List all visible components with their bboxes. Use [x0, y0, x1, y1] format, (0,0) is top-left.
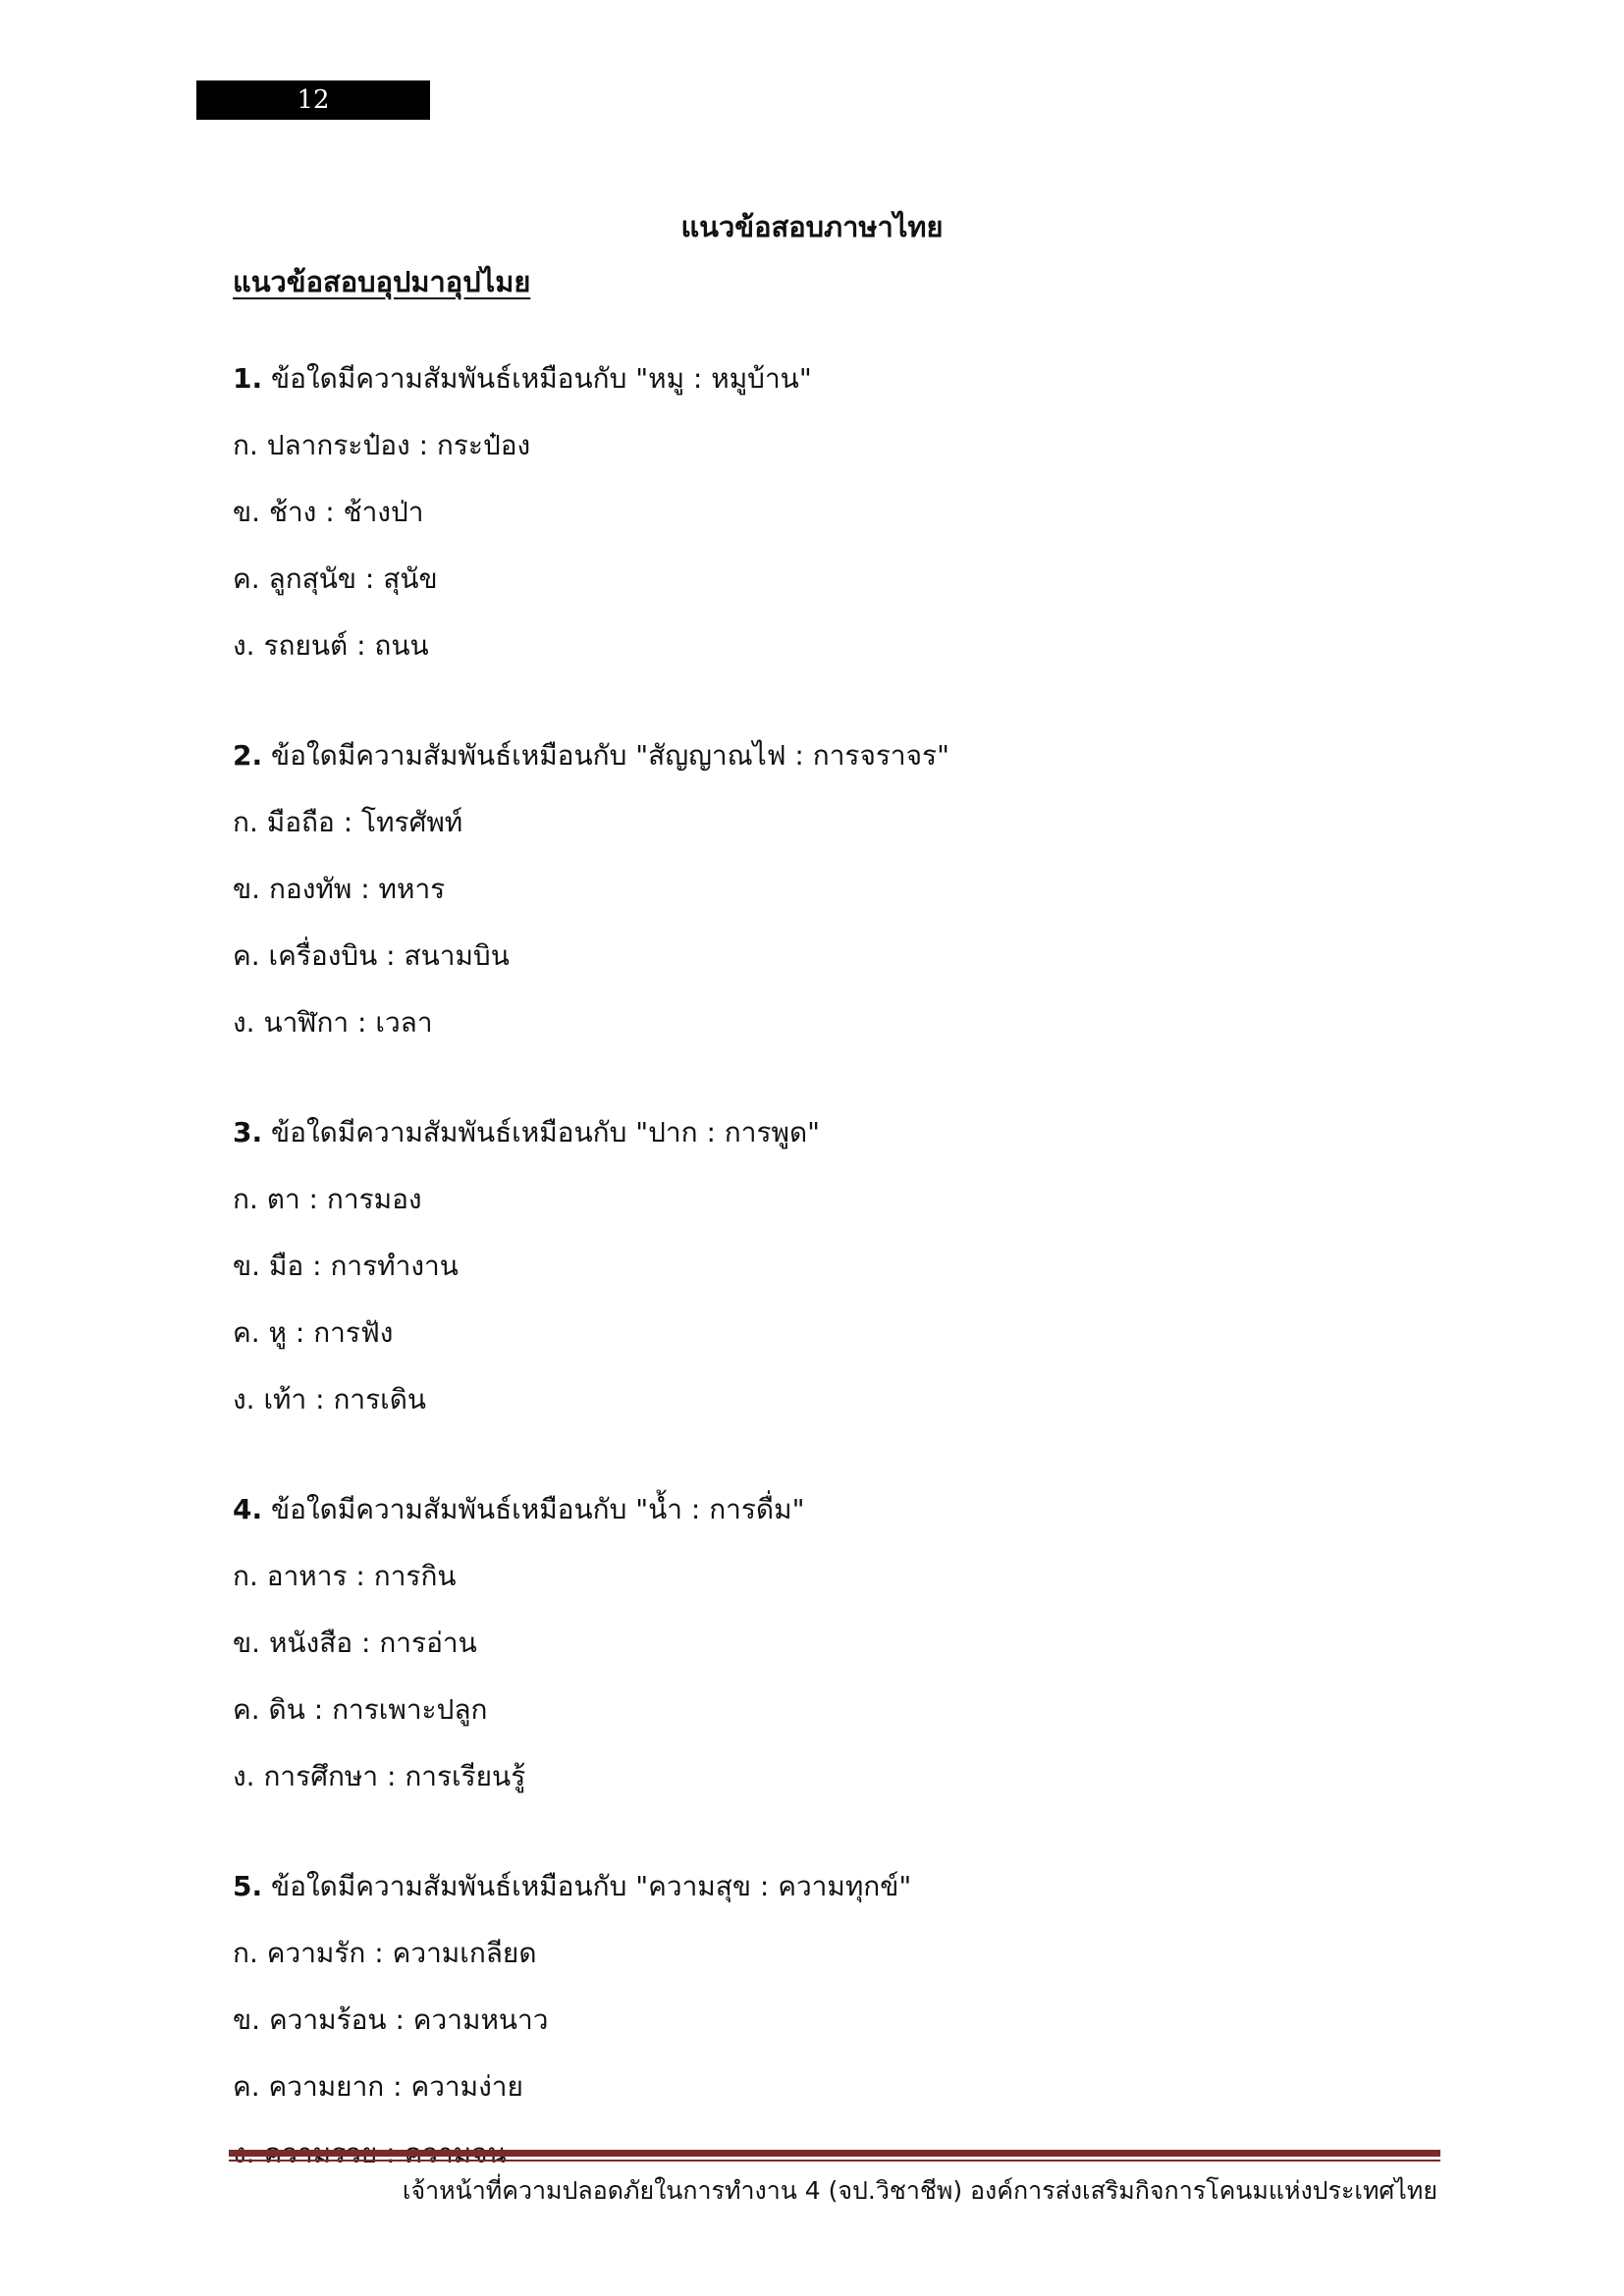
option-c: ค. ลูกสุนัข : สุนัข [233, 562, 438, 595]
document-title: แนวข้อสอบภาษาไทย [680, 210, 944, 243]
question-number: 4. [233, 1493, 263, 1525]
question-text: ข้อใดมีความสัมพันธ์เหมือนกับ "น้ำ : การดื่ม" [271, 1493, 805, 1525]
question-number: 1. [233, 362, 263, 395]
option-a: ก. อาหาร : การกิน [233, 1560, 457, 1592]
question-2 [233, 732, 1411, 1066]
question-text: ข้อใดมีความสัมพันธ์เหมือนกับ "หมู : หมูบ้าน" [271, 362, 812, 395]
option-c: ค. หู : การฟัง [233, 1316, 394, 1349]
option-c: ค. ดิน : การเพาะปลูก [233, 1693, 488, 1726]
option-b: ข. ความร้อน : ความหนาว [233, 2003, 549, 2036]
question-3 [233, 1109, 1411, 1443]
question-text: ข้อใดมีความสัมพันธ์เหมือนกับ "ความสุข : ความทุกข์" [271, 1870, 912, 1902]
option-b: ข. ช้าง : ช้างป่า [233, 496, 424, 528]
option-b: ข. กองทัพ : ทหาร [233, 873, 446, 905]
option-a: ก. ความรัก : ความเกลียด [233, 1937, 537, 1969]
page-number: 12 [196, 80, 430, 120]
question-5 [233, 1863, 1411, 2197]
option-c: ค. เครื่องบิน : สนามบิน [233, 939, 510, 972]
option-a: ก. มือถือ : โทรศัพท์ [233, 806, 463, 838]
option-d: ง. การศึกษา : การเรียนรู้ [233, 1760, 526, 1792]
question-number: 5. [233, 1870, 263, 1902]
option-d: ง. ความรวย : ความจน [233, 2137, 507, 2169]
question-text: ข้อใดมีความสัมพันธ์เหมือนกับ "ปาก : การพูด" [271, 1116, 821, 1148]
footer-divider-thin [229, 2160, 1440, 2162]
question-list [233, 355, 1411, 2240]
option-d: ง. รถยนต์ : ถนน [233, 629, 429, 662]
option-a: ก. ปลากระป๋อง : กระป๋อง [233, 429, 531, 461]
option-b: ข. หนังสือ : การอ่าน [233, 1627, 477, 1659]
option-d: ง. นาฬิกา : เวลา [233, 1006, 433, 1039]
footer-divider [229, 2150, 1440, 2157]
question-text: ข้อใดมีความสัมพันธ์เหมือนกับ "สัญญาณไฟ : การจราจร" [271, 739, 949, 772]
section-title: แนวข้อสอบอุปมาอุปไมย [233, 265, 531, 298]
option-c: ค. ความยาก : ความง่าย [233, 2070, 523, 2103]
question-number: 3. [233, 1116, 263, 1148]
question-1 [233, 355, 1411, 689]
footer-text: เจ้าหน้าที่ความปลอดภัยในการทำงาน 4 (จป.วิชาชีพ) องค์การส่งเสริมกิจการโคนมแห่งประเทศไทย [402, 2176, 1437, 2205]
option-b: ข. มือ : การทำงาน [233, 1250, 459, 1282]
question-4 [233, 1486, 1411, 1820]
option-a: ก. ตา : การมอง [233, 1183, 422, 1215]
question-number: 2. [233, 739, 263, 772]
option-d: ง. เท้า : การเดิน [233, 1383, 427, 1415]
